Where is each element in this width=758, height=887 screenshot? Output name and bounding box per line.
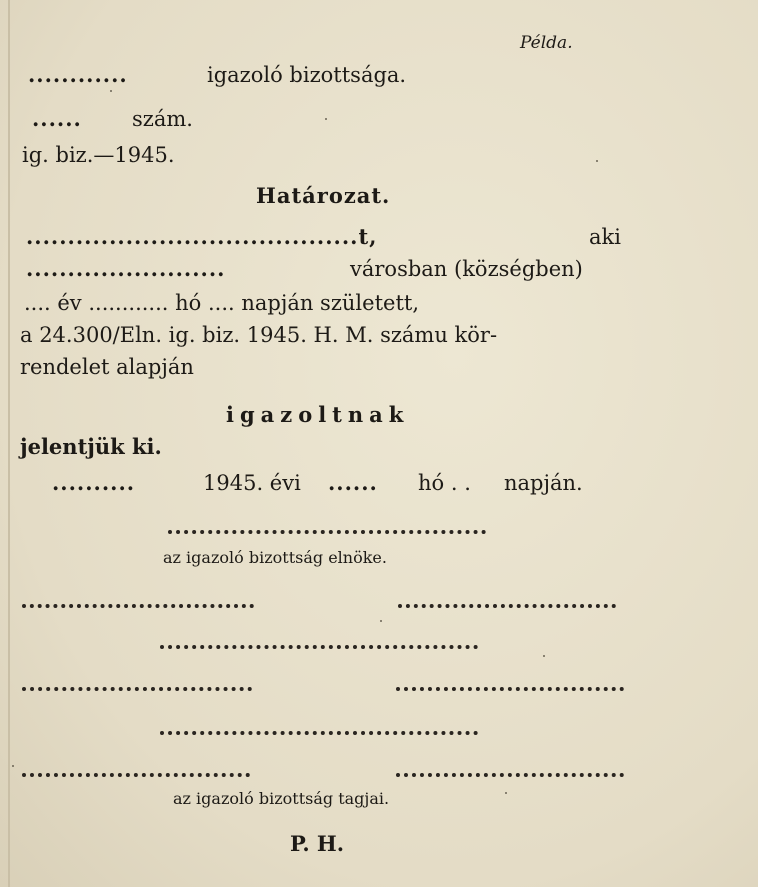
member-signature-line [396, 773, 624, 777]
member-signature-line [396, 687, 624, 691]
paper-speck [543, 655, 545, 657]
town-label: városban (községben) [350, 257, 583, 281]
page-edge [8, 0, 10, 887]
paper-speck [325, 118, 327, 120]
town-blank: ........................ [26, 256, 226, 281]
seal-mark: P. H. [290, 831, 345, 856]
paper-speck [380, 620, 382, 622]
corner-label: Példa. [520, 33, 573, 53]
chair-signature-line [168, 530, 486, 534]
paper-speck [505, 792, 507, 794]
decree-line-continued: rendelet alapján [20, 355, 194, 379]
reference-code: ig. biz.—1945. [22, 143, 175, 167]
member-signature-line [160, 645, 478, 649]
member-signature-line [22, 604, 254, 608]
verdict-word: igazoltnak [226, 402, 410, 427]
paper-speck [596, 160, 598, 162]
year-text: 1945. évi [203, 471, 301, 495]
committee-blank: ............ [28, 62, 128, 87]
day-label: napján. [504, 471, 583, 495]
declaration-text: jelentjük ki. [20, 434, 162, 459]
members-caption: az igazoló bizottság tagjai. [173, 789, 390, 808]
month-label: hó . . [418, 471, 471, 495]
aki-word: aki [589, 225, 621, 249]
committee-label: igazoló bizottsága. [207, 63, 407, 87]
number-label: szám. [132, 107, 193, 131]
member-signature-line [160, 731, 478, 735]
member-signature-line [22, 773, 250, 777]
member-signature-line [398, 604, 616, 608]
member-signature-line [22, 687, 252, 691]
number-blank: ...... [32, 106, 82, 131]
paper-speck [110, 90, 112, 92]
decree-line: a 24.300/Eln. ig. biz. 1945. H. M. számu kör- [20, 323, 498, 347]
document-title: Határozat. [256, 183, 391, 208]
paper-speck [12, 765, 14, 767]
birth-date-line: .... év ............ hó .... napján született, [24, 291, 419, 315]
date-day-blank: .......... [52, 470, 136, 495]
chair-caption: az igazoló bizottság elnöke. [163, 548, 387, 567]
name-blank: ........................................t, [26, 224, 378, 249]
month-blank: ...... [328, 470, 378, 495]
